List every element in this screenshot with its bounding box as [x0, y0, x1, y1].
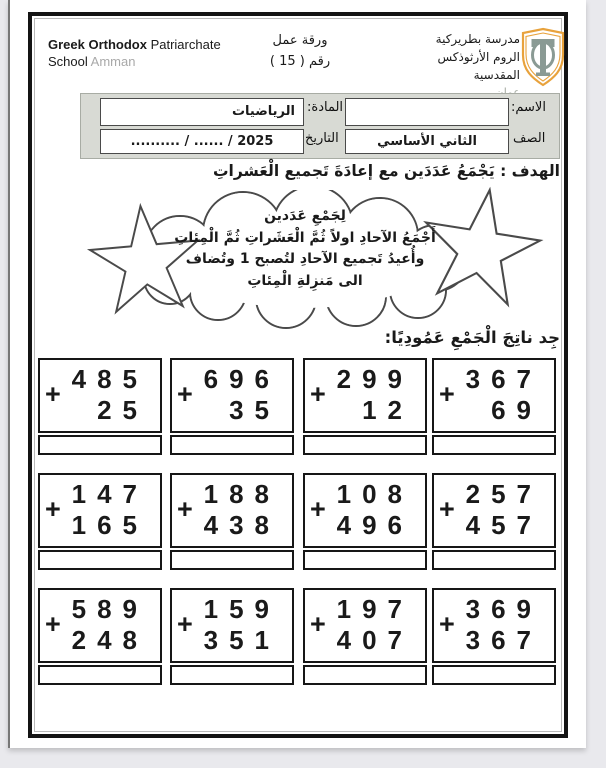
plus-sign: + [45, 609, 61, 639]
problem-box [170, 588, 294, 663]
addend-top: 485 [71, 364, 148, 394]
addend-bottom: 12 [362, 395, 413, 425]
school-en-bold: Greek Orthodox [48, 37, 147, 52]
addition-problem-8 [432, 473, 556, 570]
answer-box [170, 550, 294, 570]
answer-box [303, 435, 427, 455]
problem-box [38, 358, 162, 433]
plus-sign: + [177, 494, 193, 524]
addend-bottom: 457 [465, 510, 542, 540]
strategy-note-line2: أَجْمَعُ الآحادِ اولاً ثُمَّ الْعَشَراتِ ثُمَّ الْمِئاتِ [174, 229, 436, 246]
plus-sign: + [177, 609, 193, 639]
problem-box [303, 358, 427, 433]
problem-box [303, 473, 427, 548]
problem-box [432, 588, 556, 663]
problem-box [170, 358, 294, 433]
school-ar-line1: مدرسة بطريركية [435, 32, 520, 46]
problem-box [432, 473, 556, 548]
worksheet-number: رقم ( 15 ) [269, 54, 331, 69]
addend-bottom: 25 [97, 395, 148, 425]
addend-bottom: 367 [465, 625, 542, 655]
addend-top: 197 [336, 594, 413, 624]
addition-problem-7 [303, 473, 427, 570]
addend-top: 188 [203, 479, 280, 509]
worksheet-title-block [240, 30, 360, 72]
answer-box [38, 550, 162, 570]
plus-sign: + [439, 379, 455, 409]
addend-top: 589 [71, 594, 148, 624]
addend-bottom: 248 [71, 625, 148, 655]
date-value: .......... / ...... / 2025 [130, 134, 274, 149]
plus-sign: + [45, 494, 61, 524]
school-ar-line2: الروم الأرثوذكس المقدسية [437, 50, 520, 82]
problem-box [170, 473, 294, 548]
plus-sign: + [45, 379, 61, 409]
plus-sign: + [177, 379, 193, 409]
plus-sign: + [310, 379, 326, 409]
school-en-city: Amman [87, 54, 136, 69]
plus-sign: + [439, 609, 455, 639]
answer-box [38, 665, 162, 685]
answer-box [170, 665, 294, 685]
date-label: التاريخ [305, 131, 339, 146]
class-field [345, 129, 509, 154]
class-value: الثاني الأساسي [377, 134, 477, 149]
addition-problem-2 [170, 358, 294, 455]
addend-bottom: 69 [491, 395, 542, 425]
strategy-note-line1: لِجَمْعِ عَدَدين [264, 208, 346, 224]
subject-value: الرياضيات [231, 104, 295, 119]
plus-sign: + [439, 494, 455, 524]
answer-box [303, 550, 427, 570]
addend-top: 257 [465, 479, 542, 509]
plus-sign: + [310, 494, 326, 524]
school-name-english [48, 36, 221, 70]
taphos-shield-icon [520, 27, 566, 87]
answer-box [432, 550, 556, 570]
school-en-rest: Patriarchate [146, 37, 221, 52]
answer-box [432, 665, 556, 685]
strategy-note-line4: الى مَنزِلةِ الْمِئاتِ [247, 273, 363, 290]
addition-problem-5 [38, 473, 162, 570]
addition-problem-3 [303, 358, 427, 455]
school-en-line2: School [48, 54, 88, 69]
addend-top: 369 [465, 594, 542, 624]
addition-problem-10 [170, 588, 294, 685]
addend-top: 367 [465, 364, 542, 394]
worksheet-title: ورقة عمل [272, 33, 328, 48]
addend-bottom: 496 [336, 510, 413, 540]
addend-top: 108 [336, 479, 413, 509]
addend-bottom: 165 [71, 510, 148, 540]
problem-box [432, 358, 556, 433]
subject-field [100, 98, 304, 126]
strategy-note-line3: وأُعيدُ تَجميع الآحادِ لتُصبح 1 وتُضاف [185, 251, 425, 268]
answer-box [170, 435, 294, 455]
name-label: الاسم: [511, 100, 546, 115]
addition-problem-11 [303, 588, 427, 685]
strategy-note [138, 206, 472, 293]
name-field [345, 98, 509, 126]
addend-bottom: 407 [336, 625, 413, 655]
class-label: الصف [513, 131, 546, 146]
addend-bottom: 438 [203, 510, 280, 540]
addend-top: 159 [203, 594, 280, 624]
addend-top: 299 [336, 364, 413, 394]
date-field [100, 129, 304, 154]
problem-box [38, 588, 162, 663]
addition-problem-9 [38, 588, 162, 685]
answer-box [432, 435, 556, 455]
problem-box [38, 473, 162, 548]
addition-problem-4 [432, 358, 556, 455]
addend-top: 147 [71, 479, 148, 509]
school-name-arabic [408, 30, 520, 102]
lesson-objective: الهدف : يَجْمَعُ عَدَدَين مع إعادَةَ تَجميع الْعَشراتِ [212, 162, 560, 180]
problem-box [303, 588, 427, 663]
addend-bottom: 35 [229, 395, 280, 425]
exercise-instruction: جِد ناتِجَ الْجَمْعِ عَمُودِيًا: [384, 328, 560, 347]
answer-box [38, 435, 162, 455]
plus-sign: + [310, 609, 326, 639]
addition-problem-1 [38, 358, 162, 455]
addend-bottom: 351 [203, 625, 280, 655]
subject-label: المادة: [307, 100, 344, 115]
answer-box [303, 665, 427, 685]
addend-top: 696 [203, 364, 280, 394]
addition-problem-12 [432, 588, 556, 685]
addition-problem-6 [170, 473, 294, 570]
